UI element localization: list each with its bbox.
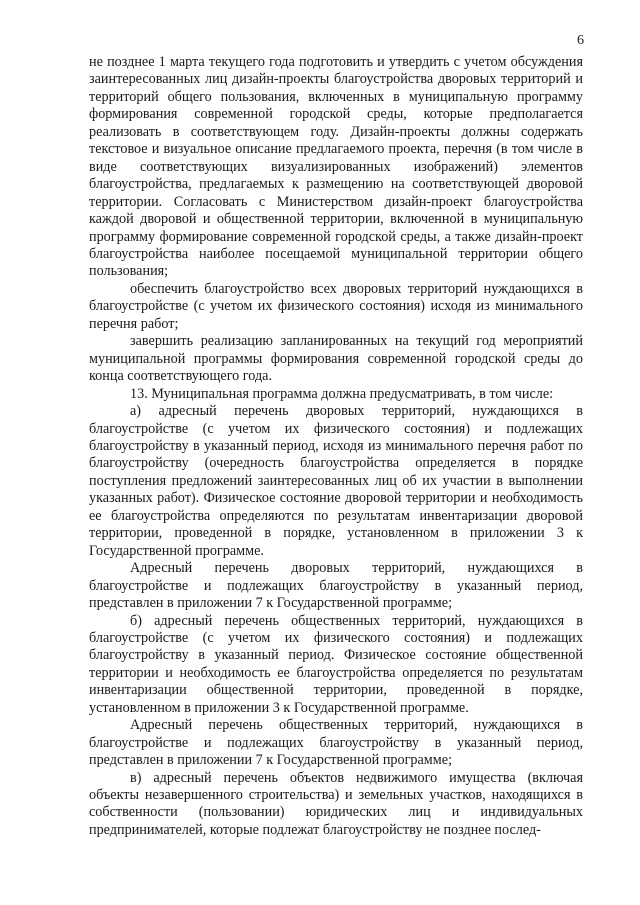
page-number: 6 — [577, 33, 584, 48]
paragraph-item-a: а) адресный перечень дворовых территорий, нуждающихся в благоустройстве (с учетом их физического состояния) и подлежащих благоустройству в указанный период, исходя из минимального перечня работ по благоустройству (очередность благоустройства определяется в порядке поступления предложений заинтересованных лиц об их участии в выполнении указанных работ). Физическое состояние дворовой территории и необходимость ее благоустройства определяются по результатам инвентаризации дворовой территории, проведенной в порядке, установленном в приложении 3 к Государственной программе. — [89, 403, 583, 559]
paragraph-continuation: не позднее 1 марта текущего года подготовить и утвердить с учетом обсуждения заинтересованных лиц дизайн-проекты благоустройства дворовых территорий и территорий общего пользования, включенных в муниципальную программу формирования современной городской среды, которые предполагается реализовать в соответствующем году. Дизайн-проекты должны содержать текстовое и визуальное описание предлагаемого проекта, перечня (в том числе в виде соответствующих визуализированных изображений) элементов благоустройства, предлагаемых к размещению на соответствующей дворовой территории. Согласовать с Министерством дизайн-проект благоустройства каждой дворовой и общественной территории, включенной в муниципальную программу формирование современной городской среды, а также дизайн-проект благоустройства наиболее посещаемой муниципальной территории общего пользования; — [89, 54, 583, 280]
paragraph-yard-list: Адресный перечень дворовых территорий, нуждающихся в благоустройстве и подлежащих благоустройству в указанный период, представлен в приложении 7 к Государственной программе; — [89, 560, 583, 612]
paragraph-public-list: Адресный перечень общественных территорий, нуждающихся в благоустройстве и подлежащих благоустройству в указанный период, представлен в приложении 7 к Государственной программе; — [89, 717, 583, 769]
paragraph-item-b: б) адресный перечень общественных территорий, нуждающихся в благоустройстве (с учетом их физического состояния) и подлежащих благоустройству в указанный период. Физическое состояние общественной территории и необходимость ее благоустройства определяется по результатам инвентаризации общественной территории, проведенной в порядке, установленном в приложении 3 к Государственной программе. — [89, 612, 583, 716]
paragraph-item-v: в) адресный перечень объектов недвижимого имущества (включая объекты незавершенного строительства) и земельных участков, находящихся в собственности (пользовании) юридических лиц и индивидуальных предпринимателей, которые подлежат благоустройству не позднее послед- — [89, 769, 583, 838]
paragraph-complete-implementation: завершить реализацию запланированных на текущий год мероприятий муниципальной программы формирования современной городской среды до конца соответствующего года. — [89, 333, 583, 385]
paragraph-section-13: 13. Муниципальная программа должна предусматривать, в том числе: — [130, 385, 554, 402]
body-text — [89, 54, 583, 839]
paragraph-ensure-improvement: обеспечить благоустройство всех дворовых территорий нуждающихся в благоустройстве (с учетом их физического состояния) исходя из минимального перечня работ; — [89, 280, 583, 332]
